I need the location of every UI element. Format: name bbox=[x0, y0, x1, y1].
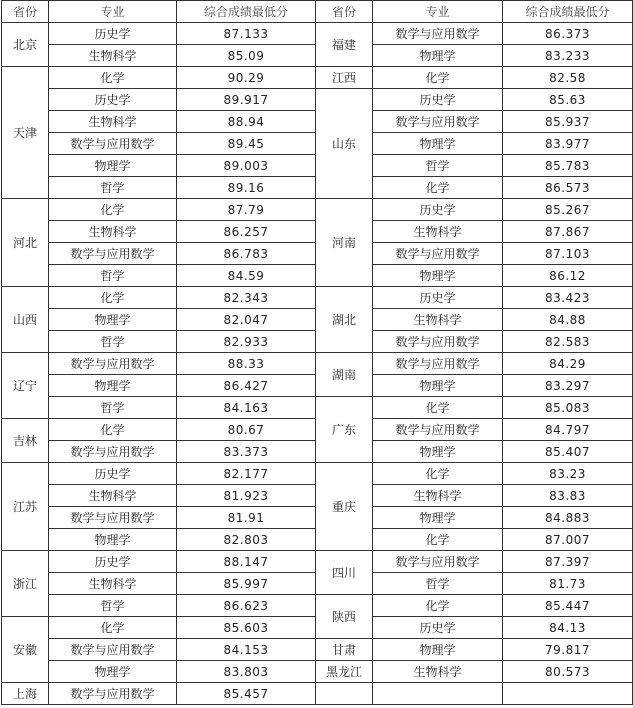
major-cell-left: 数学与应用数学 bbox=[49, 683, 177, 705]
score-cell-right: 83.423 bbox=[503, 287, 633, 309]
major-cell-left: 物理学 bbox=[49, 661, 177, 683]
score-cell-left: 84.59 bbox=[177, 265, 316, 287]
score-cell-left: 86.783 bbox=[177, 243, 316, 265]
score-cell-left: 85.603 bbox=[177, 617, 316, 639]
score-cell-left: 84.153 bbox=[177, 639, 316, 661]
score-cell-right: 82.58 bbox=[503, 67, 633, 89]
province-cell-left: 吉林 bbox=[2, 419, 49, 463]
major-cell-right: 化学 bbox=[373, 67, 503, 89]
major-cell-left: 数学与应用数学 bbox=[49, 353, 177, 375]
province-cell-left: 河北 bbox=[2, 199, 49, 287]
province-cell-right: 四川 bbox=[316, 551, 373, 595]
score-cell-right: 83.23 bbox=[503, 463, 633, 485]
major-cell-right: 数学与应用数学 bbox=[373, 551, 503, 573]
score-cell-left: 86.257 bbox=[177, 221, 316, 243]
major-cell-left: 物理学 bbox=[49, 155, 177, 177]
major-cell-right: 数学与应用数学 bbox=[373, 419, 503, 441]
province-cell-left: 江苏 bbox=[2, 463, 49, 551]
province-cell-left: 北京 bbox=[2, 23, 49, 67]
score-cell-right bbox=[503, 683, 633, 705]
major-cell-left: 历史学 bbox=[49, 89, 177, 111]
score-cell-right: 84.883 bbox=[503, 507, 633, 529]
major-cell-left: 化学 bbox=[49, 67, 177, 89]
major-cell-right: 物理学 bbox=[373, 441, 503, 463]
score-cell-left: 81.923 bbox=[177, 485, 316, 507]
major-cell-right: 物理学 bbox=[373, 45, 503, 67]
score-cell-right: 85.083 bbox=[503, 397, 633, 419]
table-row bbox=[2, 463, 633, 485]
table-row bbox=[2, 397, 633, 419]
province-cell-right: 河南 bbox=[316, 199, 373, 287]
province-cell-left: 辽宁 bbox=[2, 353, 49, 419]
major-cell-right: 数学与应用数学 bbox=[373, 111, 503, 133]
province-cell-left: 上海 bbox=[2, 683, 49, 705]
score-cell-left: 85.457 bbox=[177, 683, 316, 705]
header-score-right: 综合成绩最低分 bbox=[503, 1, 633, 23]
score-cell-left: 87.133 bbox=[177, 23, 316, 45]
major-cell-right: 化学 bbox=[373, 463, 503, 485]
score-cell-left: 83.373 bbox=[177, 441, 316, 463]
major-cell-right: 数学与应用数学 bbox=[373, 331, 503, 353]
score-cell-right: 83.233 bbox=[503, 45, 633, 67]
score-cell-right: 85.783 bbox=[503, 155, 633, 177]
score-cell-right: 87.007 bbox=[503, 529, 633, 551]
header-province-right: 省份 bbox=[316, 1, 373, 23]
score-cell-left: 89.003 bbox=[177, 155, 316, 177]
major-cell-right: 历史学 bbox=[373, 287, 503, 309]
table-row bbox=[2, 353, 633, 375]
province-cell-left: 天津 bbox=[2, 67, 49, 199]
score-cell-right: 87.103 bbox=[503, 243, 633, 265]
major-cell-right: 生物科学 bbox=[373, 221, 503, 243]
score-table bbox=[1, 0, 633, 705]
major-cell-left: 生物科学 bbox=[49, 485, 177, 507]
major-cell-left: 哲学 bbox=[49, 177, 177, 199]
major-cell-left: 数学与应用数学 bbox=[49, 133, 177, 155]
major-cell-right: 物理学 bbox=[373, 507, 503, 529]
province-cell-right: 重庆 bbox=[316, 463, 373, 551]
score-cell-right: 86.12 bbox=[503, 265, 633, 287]
score-cell-left: 83.803 bbox=[177, 661, 316, 683]
major-cell-left: 化学 bbox=[49, 287, 177, 309]
major-cell-right: 物理学 bbox=[373, 265, 503, 287]
header-score-left: 综合成绩最低分 bbox=[177, 1, 316, 23]
table-row bbox=[2, 551, 633, 573]
major-cell-right: 化学 bbox=[373, 595, 503, 617]
table-row bbox=[2, 67, 633, 89]
major-cell-left: 生物科学 bbox=[49, 111, 177, 133]
score-cell-left: 82.343 bbox=[177, 287, 316, 309]
score-cell-left: 86.623 bbox=[177, 595, 316, 617]
score-cell-right: 80.573 bbox=[503, 661, 633, 683]
header-province-left: 省份 bbox=[2, 1, 49, 23]
score-cell-right: 85.267 bbox=[503, 199, 633, 221]
major-cell-right: 生物科学 bbox=[373, 485, 503, 507]
major-cell-right: 数学与应用数学 bbox=[373, 353, 503, 375]
score-cell-right: 87.867 bbox=[503, 221, 633, 243]
province-cell-right: 甘肃 bbox=[316, 639, 373, 661]
major-cell-left: 数学与应用数学 bbox=[49, 441, 177, 463]
major-cell-left: 历史学 bbox=[49, 23, 177, 45]
score-cell-left: 82.047 bbox=[177, 309, 316, 331]
province-cell-right: 陕西 bbox=[316, 595, 373, 639]
major-cell-left: 数学与应用数学 bbox=[49, 639, 177, 661]
score-cell-left: 87.79 bbox=[177, 199, 316, 221]
major-cell-right: 哲学 bbox=[373, 573, 503, 595]
major-cell-right: 物理学 bbox=[373, 133, 503, 155]
score-cell-right: 84.13 bbox=[503, 617, 633, 639]
major-cell-left: 物理学 bbox=[49, 529, 177, 551]
major-cell-right: 化学 bbox=[373, 397, 503, 419]
major-cell-right: 哲学 bbox=[373, 155, 503, 177]
score-cell-left: 81.91 bbox=[177, 507, 316, 529]
major-cell-left: 数学与应用数学 bbox=[49, 507, 177, 529]
province-cell-right: 山东 bbox=[316, 89, 373, 199]
major-cell-left: 物理学 bbox=[49, 375, 177, 397]
score-cell-left: 86.427 bbox=[177, 375, 316, 397]
score-cell-right: 83.977 bbox=[503, 133, 633, 155]
major-cell-left: 哲学 bbox=[49, 397, 177, 419]
score-cell-left: 85.09 bbox=[177, 45, 316, 67]
score-cell-right: 86.373 bbox=[503, 23, 633, 45]
table-row bbox=[2, 661, 633, 683]
score-cell-left: 82.177 bbox=[177, 463, 316, 485]
province-cell-right: 江西 bbox=[316, 67, 373, 89]
table-row bbox=[2, 23, 633, 45]
table-row bbox=[2, 199, 633, 221]
major-cell-left: 化学 bbox=[49, 617, 177, 639]
header-major-right: 专业 bbox=[373, 1, 503, 23]
score-cell-right: 85.407 bbox=[503, 441, 633, 463]
province-cell-right: 福建 bbox=[316, 23, 373, 67]
score-cell-left: 89.45 bbox=[177, 133, 316, 155]
major-cell-left: 生物科学 bbox=[49, 573, 177, 595]
province-cell-right: 湖南 bbox=[316, 353, 373, 397]
score-cell-left: 85.997 bbox=[177, 573, 316, 595]
major-cell-right: 化学 bbox=[373, 529, 503, 551]
table-body bbox=[2, 23, 633, 705]
major-cell-left: 历史学 bbox=[49, 463, 177, 485]
header-row bbox=[2, 1, 633, 23]
major-cell-right: 历史学 bbox=[373, 89, 503, 111]
score-cell-left: 90.29 bbox=[177, 67, 316, 89]
major-cell-right: 物理学 bbox=[373, 639, 503, 661]
score-cell-right: 84.29 bbox=[503, 353, 633, 375]
province-cell-left: 山西 bbox=[2, 287, 49, 353]
score-cell-right: 83.83 bbox=[503, 485, 633, 507]
province-cell-right: 黑龙江 bbox=[316, 661, 373, 683]
score-cell-left: 88.147 bbox=[177, 551, 316, 573]
province-cell-right bbox=[316, 683, 373, 705]
major-cell-right: 数学与应用数学 bbox=[373, 243, 503, 265]
major-cell-left: 化学 bbox=[49, 419, 177, 441]
table-row bbox=[2, 639, 633, 661]
header-major-left: 专业 bbox=[49, 1, 177, 23]
major-cell-left: 生物科学 bbox=[49, 221, 177, 243]
major-cell-left: 物理学 bbox=[49, 309, 177, 331]
score-cell-right: 85.63 bbox=[503, 89, 633, 111]
province-cell-left: 浙江 bbox=[2, 551, 49, 617]
score-cell-left: 82.803 bbox=[177, 529, 316, 551]
major-cell-left: 生物科学 bbox=[49, 45, 177, 67]
major-cell-right: 历史学 bbox=[373, 617, 503, 639]
major-cell-right: 历史学 bbox=[373, 199, 503, 221]
major-cell-left: 历史学 bbox=[49, 551, 177, 573]
table-row bbox=[2, 683, 633, 705]
score-cell-right: 85.937 bbox=[503, 111, 633, 133]
score-cell-left: 89.16 bbox=[177, 177, 316, 199]
province-cell-left: 安徽 bbox=[2, 617, 49, 683]
score-cell-left: 89.917 bbox=[177, 89, 316, 111]
score-cell-right: 84.88 bbox=[503, 309, 633, 331]
table-row bbox=[2, 595, 633, 617]
major-cell-right bbox=[373, 683, 503, 705]
table-row bbox=[2, 287, 633, 309]
province-cell-right: 广东 bbox=[316, 397, 373, 463]
table-row bbox=[2, 89, 633, 111]
score-cell-right: 79.817 bbox=[503, 639, 633, 661]
score-cell-left: 88.33 bbox=[177, 353, 316, 375]
score-cell-right: 82.583 bbox=[503, 331, 633, 353]
major-cell-right: 生物科学 bbox=[373, 661, 503, 683]
major-cell-right: 生物科学 bbox=[373, 309, 503, 331]
major-cell-left: 化学 bbox=[49, 199, 177, 221]
score-cell-left: 84.163 bbox=[177, 397, 316, 419]
major-cell-left: 哲学 bbox=[49, 595, 177, 617]
major-cell-left: 数学与应用数学 bbox=[49, 243, 177, 265]
score-cell-left: 88.94 bbox=[177, 111, 316, 133]
score-cell-right: 81.73 bbox=[503, 573, 633, 595]
major-cell-left: 哲学 bbox=[49, 331, 177, 353]
score-cell-right: 87.397 bbox=[503, 551, 633, 573]
score-cell-right: 83.297 bbox=[503, 375, 633, 397]
score-cell-right: 85.447 bbox=[503, 595, 633, 617]
major-cell-right: 化学 bbox=[373, 177, 503, 199]
province-cell-right: 湖北 bbox=[316, 287, 373, 353]
major-cell-right: 物理学 bbox=[373, 375, 503, 397]
score-cell-left: 80.67 bbox=[177, 419, 316, 441]
score-cell-right: 86.573 bbox=[503, 177, 633, 199]
score-cell-left: 82.933 bbox=[177, 331, 316, 353]
major-cell-left: 哲学 bbox=[49, 265, 177, 287]
major-cell-right: 数学与应用数学 bbox=[373, 23, 503, 45]
score-cell-right: 84.797 bbox=[503, 419, 633, 441]
